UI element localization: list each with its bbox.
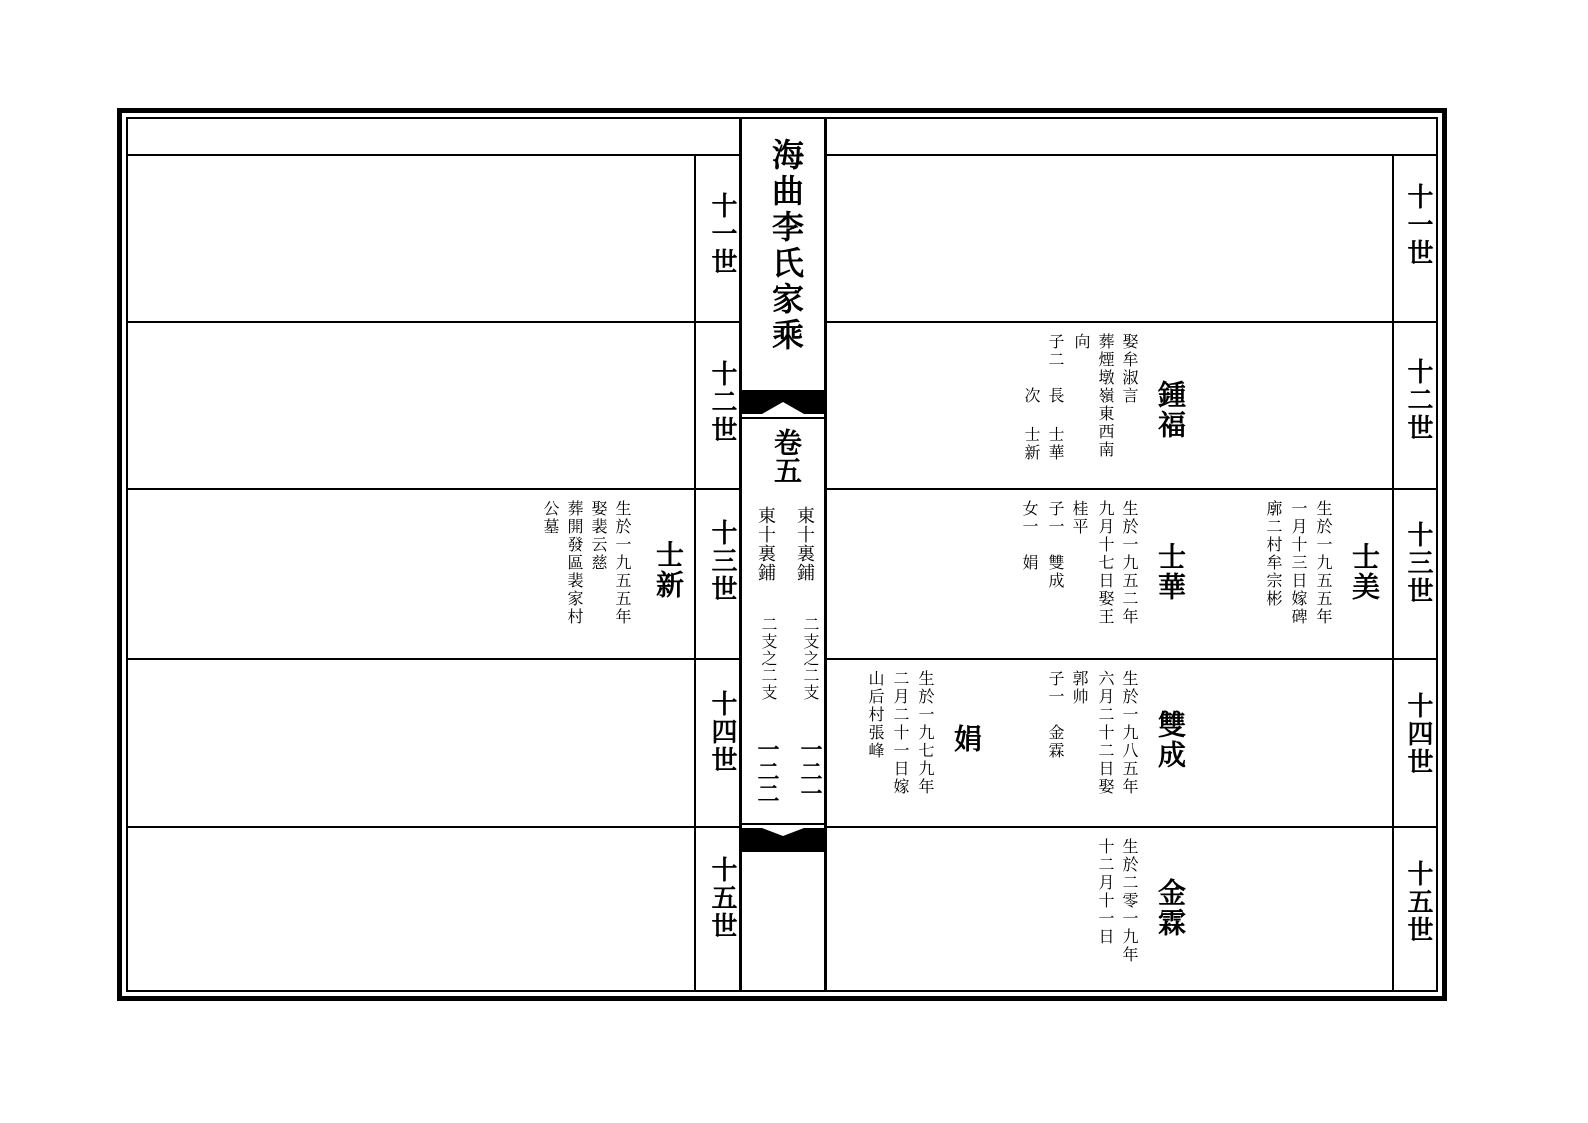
person-detail-juan-1: 生於一九七九年 bbox=[916, 670, 935, 796]
person-name-juan: 娟 bbox=[950, 724, 983, 754]
header-line-right bbox=[826, 154, 1437, 156]
person-detail-shimei-2: 一月十三日嫁碑 bbox=[1289, 500, 1308, 626]
gen-label-12-right: 十二世 bbox=[1403, 358, 1433, 442]
spine-place-left: 東十裏鋪 bbox=[755, 506, 776, 582]
person-detail-shixin-4: 公墓 bbox=[541, 500, 560, 536]
person-detail-shuangcheng-2: 六月二十二日娶 bbox=[1096, 670, 1115, 796]
person-detail-shixin-1: 生於一九五五年 bbox=[613, 500, 632, 626]
row-line bbox=[127, 826, 741, 828]
person-name-shuangcheng: 雙成 bbox=[1154, 710, 1187, 770]
gen-col-line-right bbox=[1392, 154, 1394, 992]
fishtail-ornament-bottom bbox=[742, 822, 824, 852]
person-detail-zhongfu-1: 娶牟淑言 bbox=[1120, 333, 1139, 405]
person-detail-shihua-1: 生於一九五二年 bbox=[1120, 500, 1139, 626]
person-detail-shimei-1: 生於一九五五年 bbox=[1314, 500, 1333, 626]
row-line bbox=[127, 658, 741, 660]
gen-label-14-right: 十四世 bbox=[1403, 692, 1433, 776]
person-detail-zhongfu-3: 向 bbox=[1072, 333, 1091, 351]
page-number-left: 一二二 bbox=[754, 738, 780, 804]
row-line bbox=[826, 658, 1437, 660]
person-name-shimei: 士美 bbox=[1348, 542, 1381, 602]
gen-label-15-right: 十五世 bbox=[1403, 860, 1433, 944]
person-detail-jinlin-1: 生於二零一九年 bbox=[1120, 838, 1139, 964]
gen-col-line-left-a bbox=[694, 154, 696, 992]
person-detail-shihua-4: 子一 雙成 bbox=[1046, 500, 1065, 590]
person-detail-juan-3: 山后村張峰 bbox=[866, 670, 885, 760]
person-detail-shihua-3: 桂平 bbox=[1070, 500, 1089, 536]
gen-label-15-left: 十五世 bbox=[707, 856, 737, 940]
spine-place-right: 東十裏鋪 bbox=[794, 506, 815, 582]
person-detail-shuangcheng-1: 生於一九八五年 bbox=[1120, 670, 1139, 796]
spine-branch-right: 二支之二支 bbox=[801, 616, 820, 701]
gen-label-11-right: 十一世 bbox=[1403, 183, 1433, 267]
row-line bbox=[127, 488, 741, 490]
spine-branch-left: 二支之二支 bbox=[759, 616, 778, 701]
page-number-right: 一二一 bbox=[797, 738, 823, 804]
person-name-shixin: 士新 bbox=[652, 540, 685, 600]
gen-label-14-left: 十四世 bbox=[707, 690, 737, 774]
person-detail-zhongfu-5: 次 士新 bbox=[1022, 333, 1041, 462]
person-detail-shihua-2: 九月十七日娶王 bbox=[1096, 500, 1115, 626]
gen-label-12-left: 十二世 bbox=[707, 360, 737, 444]
person-detail-jinlin-2: 十二月十一日 bbox=[1096, 838, 1115, 946]
person-name-shihua: 士華 bbox=[1154, 542, 1187, 602]
row-line bbox=[127, 321, 741, 323]
person-detail-shihua-5: 女一 娟 bbox=[1020, 500, 1039, 572]
row-line bbox=[826, 488, 1437, 490]
fishtail-ornament-top bbox=[742, 390, 824, 420]
person-name-zhongfu: 鍾福 bbox=[1154, 380, 1187, 440]
gen-label-11-left: 十一世 bbox=[707, 192, 737, 276]
person-detail-shixin-2: 娶裴云慈 bbox=[589, 500, 608, 572]
spine-line-right bbox=[824, 117, 827, 992]
person-detail-shixin-3: 葬開發區裴家村 bbox=[565, 500, 584, 626]
person-detail-shuangcheng-4: 子一 金霖 bbox=[1046, 670, 1065, 760]
person-detail-zhongfu-4: 子二 長 士華 bbox=[1046, 333, 1065, 462]
person-detail-shuangcheng-3: 郭帅 bbox=[1070, 670, 1089, 706]
book-title: 海曲李氏家乘 bbox=[767, 138, 805, 354]
row-line bbox=[826, 826, 1437, 828]
person-detail-juan-2: 二月二十一日嫁 bbox=[891, 670, 910, 796]
row-line bbox=[826, 321, 1437, 323]
person-detail-shimei-3: 廓二村牟宗彬 bbox=[1264, 500, 1283, 608]
volume-label: 卷五 bbox=[770, 428, 803, 484]
person-detail-zhongfu-2: 葬煙墩嶺東西南 bbox=[1096, 333, 1115, 459]
header-line-left bbox=[127, 154, 741, 156]
gen-label-13-right: 十三世 bbox=[1403, 521, 1433, 605]
gen-label-13-left: 十三世 bbox=[707, 519, 737, 603]
person-name-jinlin: 金霖 bbox=[1154, 878, 1187, 938]
